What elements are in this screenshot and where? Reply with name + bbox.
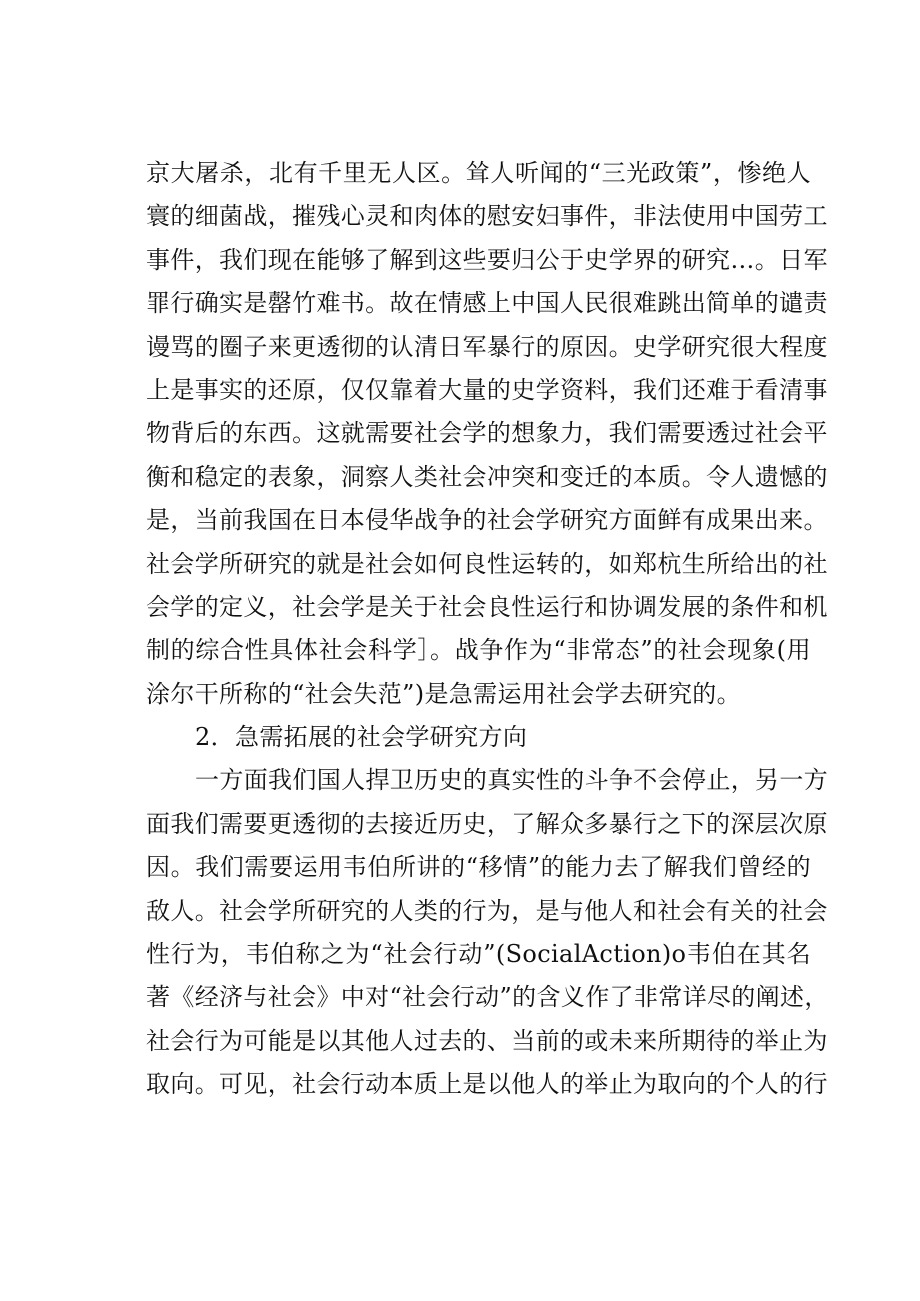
paragraph-2 [146,759,829,1106]
text-line: 性行为，韦伯称之为“社会行动”(SocialAction)o韦伯在其名 [146,940,811,969]
text-line: 社会学所研究的就是社会如何良性运转的，如郑杭生所给出的社 [146,549,828,578]
text-line: 上是事实的还原，仅仅靠着大量的史学资料，我们还难于看清事 [146,375,828,404]
text-line: 物背后的东西。这就需要社会学的想象力，我们需要透过社会平 [146,419,828,448]
text-line: 寰的细菌战，摧残心灵和肉体的慰安妇事件，非法使用中国劳工 [146,202,828,231]
text-line: 事件，我们现在能够了解到这些要归公于史学界的研究…。日军 [146,245,828,274]
text-line: 著《经济与社会》中对“社会行动”的含义作了非常详尽的阐述， [146,983,829,1012]
text-line: 衡和稳定的表象，洞察人类社会冲突和变迁的本质。令人遗憾的 [146,462,828,491]
text-line: 涂尔干所称的“社会失范”)是急需运用社会学去研究的。 [146,679,742,708]
text-line: 因。我们需要运用韦伯所讲的“移情”的能力去了解我们曾经的 [146,853,811,882]
paragraph-1 [146,152,828,716]
text-line: 面我们需要更透彻的去接近历史，了解众多暴行之下的深层次原 [146,809,828,838]
text-line: 是，当前我国在日本侵华战争的社会学研究方面鲜有成果出来。 [146,506,828,535]
text-line: 社会行为可能是以其他人过去的、当前的或未来所期待的举止为 [146,1026,828,1055]
text-line: 取向。可见，社会行动本质上是以他人的举止为取向的个人的行 [146,1070,828,1099]
section-heading: 2．急需拓展的社会学研究方向 [195,723,528,752]
text-line: 敌人。社会学所研究的人类的行为，是与他人和社会有关的社会 [146,896,828,925]
body-text [146,152,829,1107]
text-line: 一方面我们国人捍卫历史的真实性的斗争不会停止，另一方 [195,766,829,795]
text-line: 制的综合性具体社会科学］。战争作为“非常态”的社会现象(用 [146,636,811,665]
text-line: 罪行确实是罄竹难书。故在情感上中国人民很难跳出简单的谴责 [146,289,828,318]
text-line: 会学的定义，社会学是关于社会良性运行和协调发展的条件和机 [146,592,828,621]
text-line: 谩骂的圈子来更透彻的认清日军暴行的原因。史学研究很大程度 [146,332,828,361]
text-line: 京大屠杀，北有千里无人区。耸人听闻的“三光政策”，惨绝人 [146,159,811,187]
